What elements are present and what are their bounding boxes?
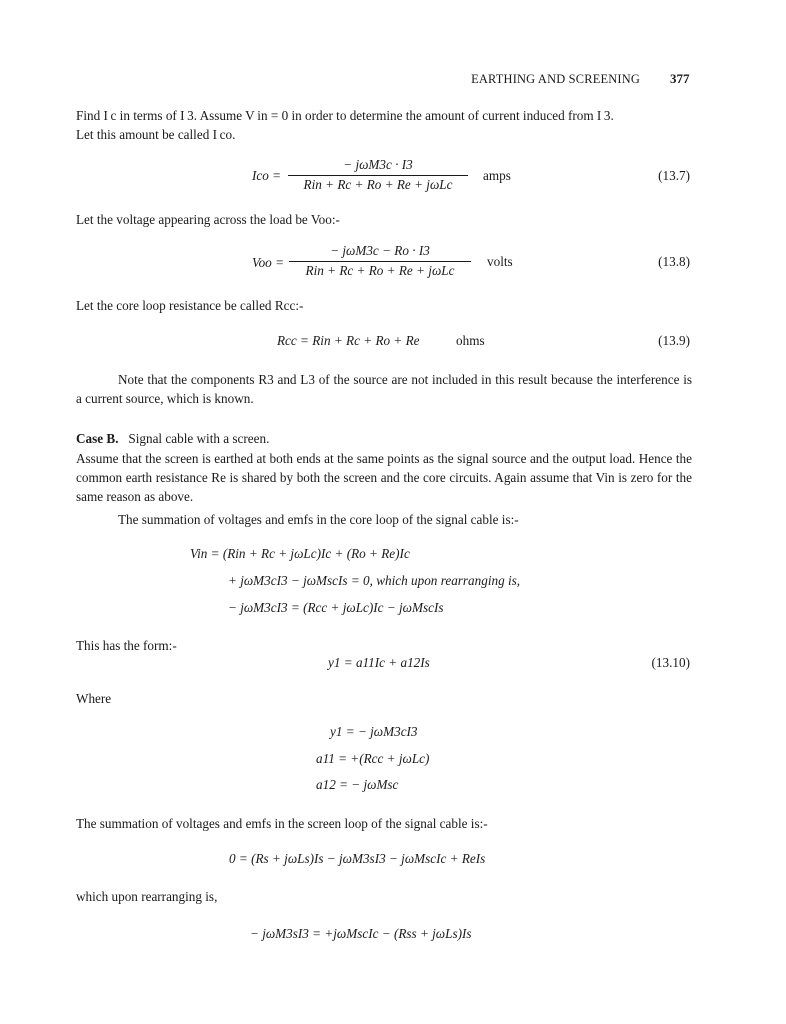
- screen-loop-text: The summation of voltages and emfs in the screen loop of the signal cable is:-: [76, 816, 488, 831]
- def-y1: y1 = − jωM3cI3: [330, 724, 418, 739]
- where-text: Where: [76, 691, 112, 706]
- running-title: EARTHING AND SCREENING: [471, 72, 640, 86]
- core-eq-line-2: + jωM3cI3 − jωMscIs = 0, which upon rearranging is,: [228, 573, 521, 588]
- eq-13-8-unit: volts: [487, 254, 513, 269]
- voo-text: Let the voltage appearing across the load be Voo:-: [76, 212, 340, 227]
- screen-equation: 0 = (Rs + jωLs)Is − jωM3sI3 − jωMscIc + ReIs: [229, 851, 486, 866]
- eq-13-10-expr: y1 = a11Ic + a12Is: [328, 655, 430, 670]
- eq-13-9-unit: ohms: [456, 333, 485, 348]
- case-b-title: Signal cable with a screen.: [128, 431, 270, 446]
- final-equation: − jωM3sI3 = +jωMscIc − (Rss + jωLs)Is: [250, 926, 472, 941]
- case-b-heading: [76, 431, 269, 447]
- eq-13-8-lhs: Voo =: [252, 255, 284, 270]
- case-b-body: Assume that the screen is earthed at both ends at the same points as the signal source and the output load. Hence the common earth resistance Re is shared by both the screen and the core circuits. Again assume that Vin is zero for the same reason as above.: [76, 451, 692, 504]
- page-number: 377: [670, 71, 690, 86]
- core-eq-line-3: − jωM3cI3 = (Rcc + jωLc)Ic − jωMscIs: [228, 600, 444, 615]
- eq-13-8-numerator: − jωM3c − Ro · I3: [330, 243, 430, 258]
- eq-13-7-denominator: Rin + Rc + Ro + Re + jωLc: [288, 175, 468, 193]
- rearrange-text: which upon rearranging is,: [76, 889, 218, 904]
- def-a11: a11 = +(Rcc + jωLc): [316, 751, 430, 766]
- form-text: This has the form:-: [76, 638, 177, 653]
- eq-13-7-number: (13.7): [658, 168, 690, 183]
- core-loop-text: The summation of voltages and emfs in the core loop of the signal cable is:-: [118, 512, 519, 527]
- eq-13-8-fraction: [289, 243, 471, 279]
- intro-line-2: Let this amount be called I co.: [76, 127, 236, 142]
- eq-13-9-number: (13.9): [658, 333, 690, 348]
- def-a12: a12 = − jωMsc: [316, 777, 399, 792]
- eq-13-8-number: (13.8): [658, 254, 690, 269]
- case-b-label: Case B.: [76, 431, 119, 446]
- eq-13-9-expr: Rcc = Rin + Rc + Ro + Re: [277, 333, 420, 348]
- eq-13-7-fraction: [288, 157, 468, 193]
- eq-13-7-lhs: Ico =: [252, 168, 282, 183]
- eq-13-7-numerator: − jωM3c · I3: [343, 157, 413, 172]
- eq-13-7-unit: amps: [483, 168, 511, 183]
- rcc-text: Let the core loop resistance be called Rcc:-: [76, 298, 304, 313]
- eq-13-10-number: (13.10): [651, 655, 690, 670]
- core-eq-line-1: Vin = (Rin + Rc + jωLc)Ic + (Ro + Re)Ic: [190, 546, 410, 561]
- note-paragraph: Note that the components R3 and L3 of the source are not included in this result because the interference is a current source, which is known.: [76, 372, 692, 406]
- intro-line-1: Find I c in terms of I 3. Assume V in = 0 in order to determine the amount of current induced from I 3.: [76, 108, 614, 123]
- eq-13-8-denominator: Rin + Rc + Ro + Re + jωLc: [289, 261, 471, 279]
